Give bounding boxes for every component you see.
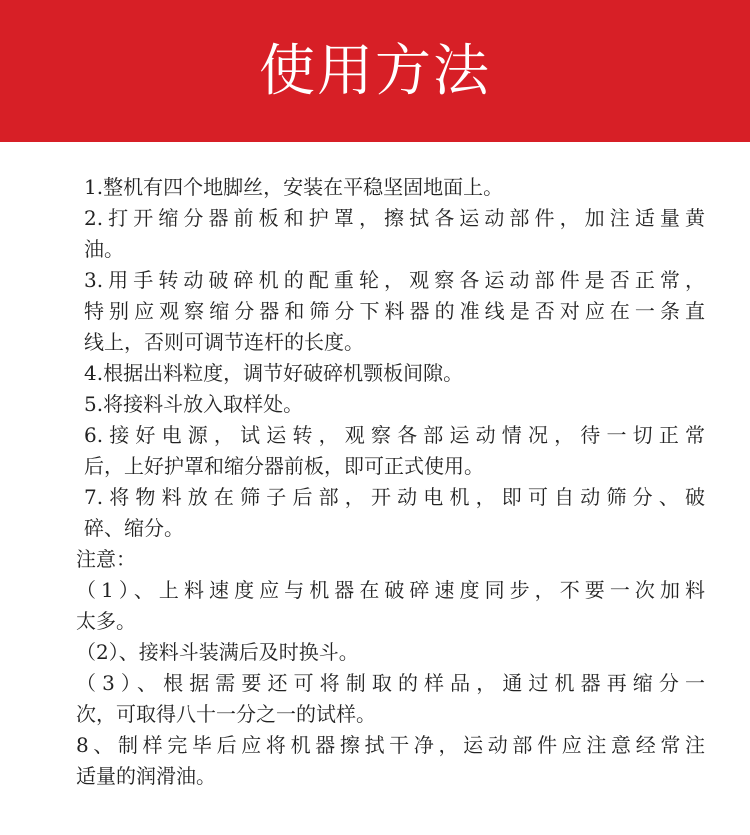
instruction-line: 油。 [84, 237, 124, 261]
instruction-line: 1.整机有四个地脚丝，安装在平稳坚固地面上。 [84, 175, 504, 199]
note-line: （3）、根据需要还可将制取的样品，通过机器再缩分一 [76, 671, 705, 695]
instruction-line: 4.根据出料粒度，调节好破碎机颚板间隙。 [84, 361, 464, 385]
instruction-line: 5.将接料斗放入取样处。 [84, 392, 304, 416]
instruction-line: 6.接好电源，试运转，观察各部运动情况，待一切正常 [84, 423, 705, 447]
note-line: （2）、接料斗装满后及时换斗。 [76, 640, 359, 664]
instruction-line: 7.将物料放在筛子后部，开动电机，即可自动筛分、破 [84, 485, 705, 509]
instruction-line: 特别应观察缩分器和筛分下料器的准线是否对应在一条直 [84, 299, 705, 323]
note-line: 次，可取得八十一分之一的试样。 [76, 702, 376, 726]
page-title: 使用方法 [259, 39, 491, 104]
notes-heading: 注意： [76, 547, 136, 571]
instruction-line: 碎、缩分。 [84, 516, 184, 540]
instructions-text [0, 172, 750, 792]
note-line: 适量的润滑油。 [76, 764, 216, 788]
title-banner [0, 0, 750, 142]
instruction-line: 2.打开缩分器前板和护罩，擦拭各运动部件，加注适量黄 [84, 206, 705, 230]
instruction-line: 线上，否则可调节连杆的长度。 [84, 330, 364, 354]
instruction-line: 3.用手转动破碎机的配重轮，观察各运动部件是否正常， [84, 268, 705, 292]
note-line: （1）、上料速度应与机器在破碎速度同步，不要一次加料 [76, 578, 705, 602]
note-line: 8、制样完毕后应将机器擦拭干净，运动部件应注意经常注 [76, 733, 705, 757]
note-line: 太多。 [76, 609, 136, 633]
instruction-line: 后，上好护罩和缩分器前板，即可正式使用。 [84, 454, 484, 478]
